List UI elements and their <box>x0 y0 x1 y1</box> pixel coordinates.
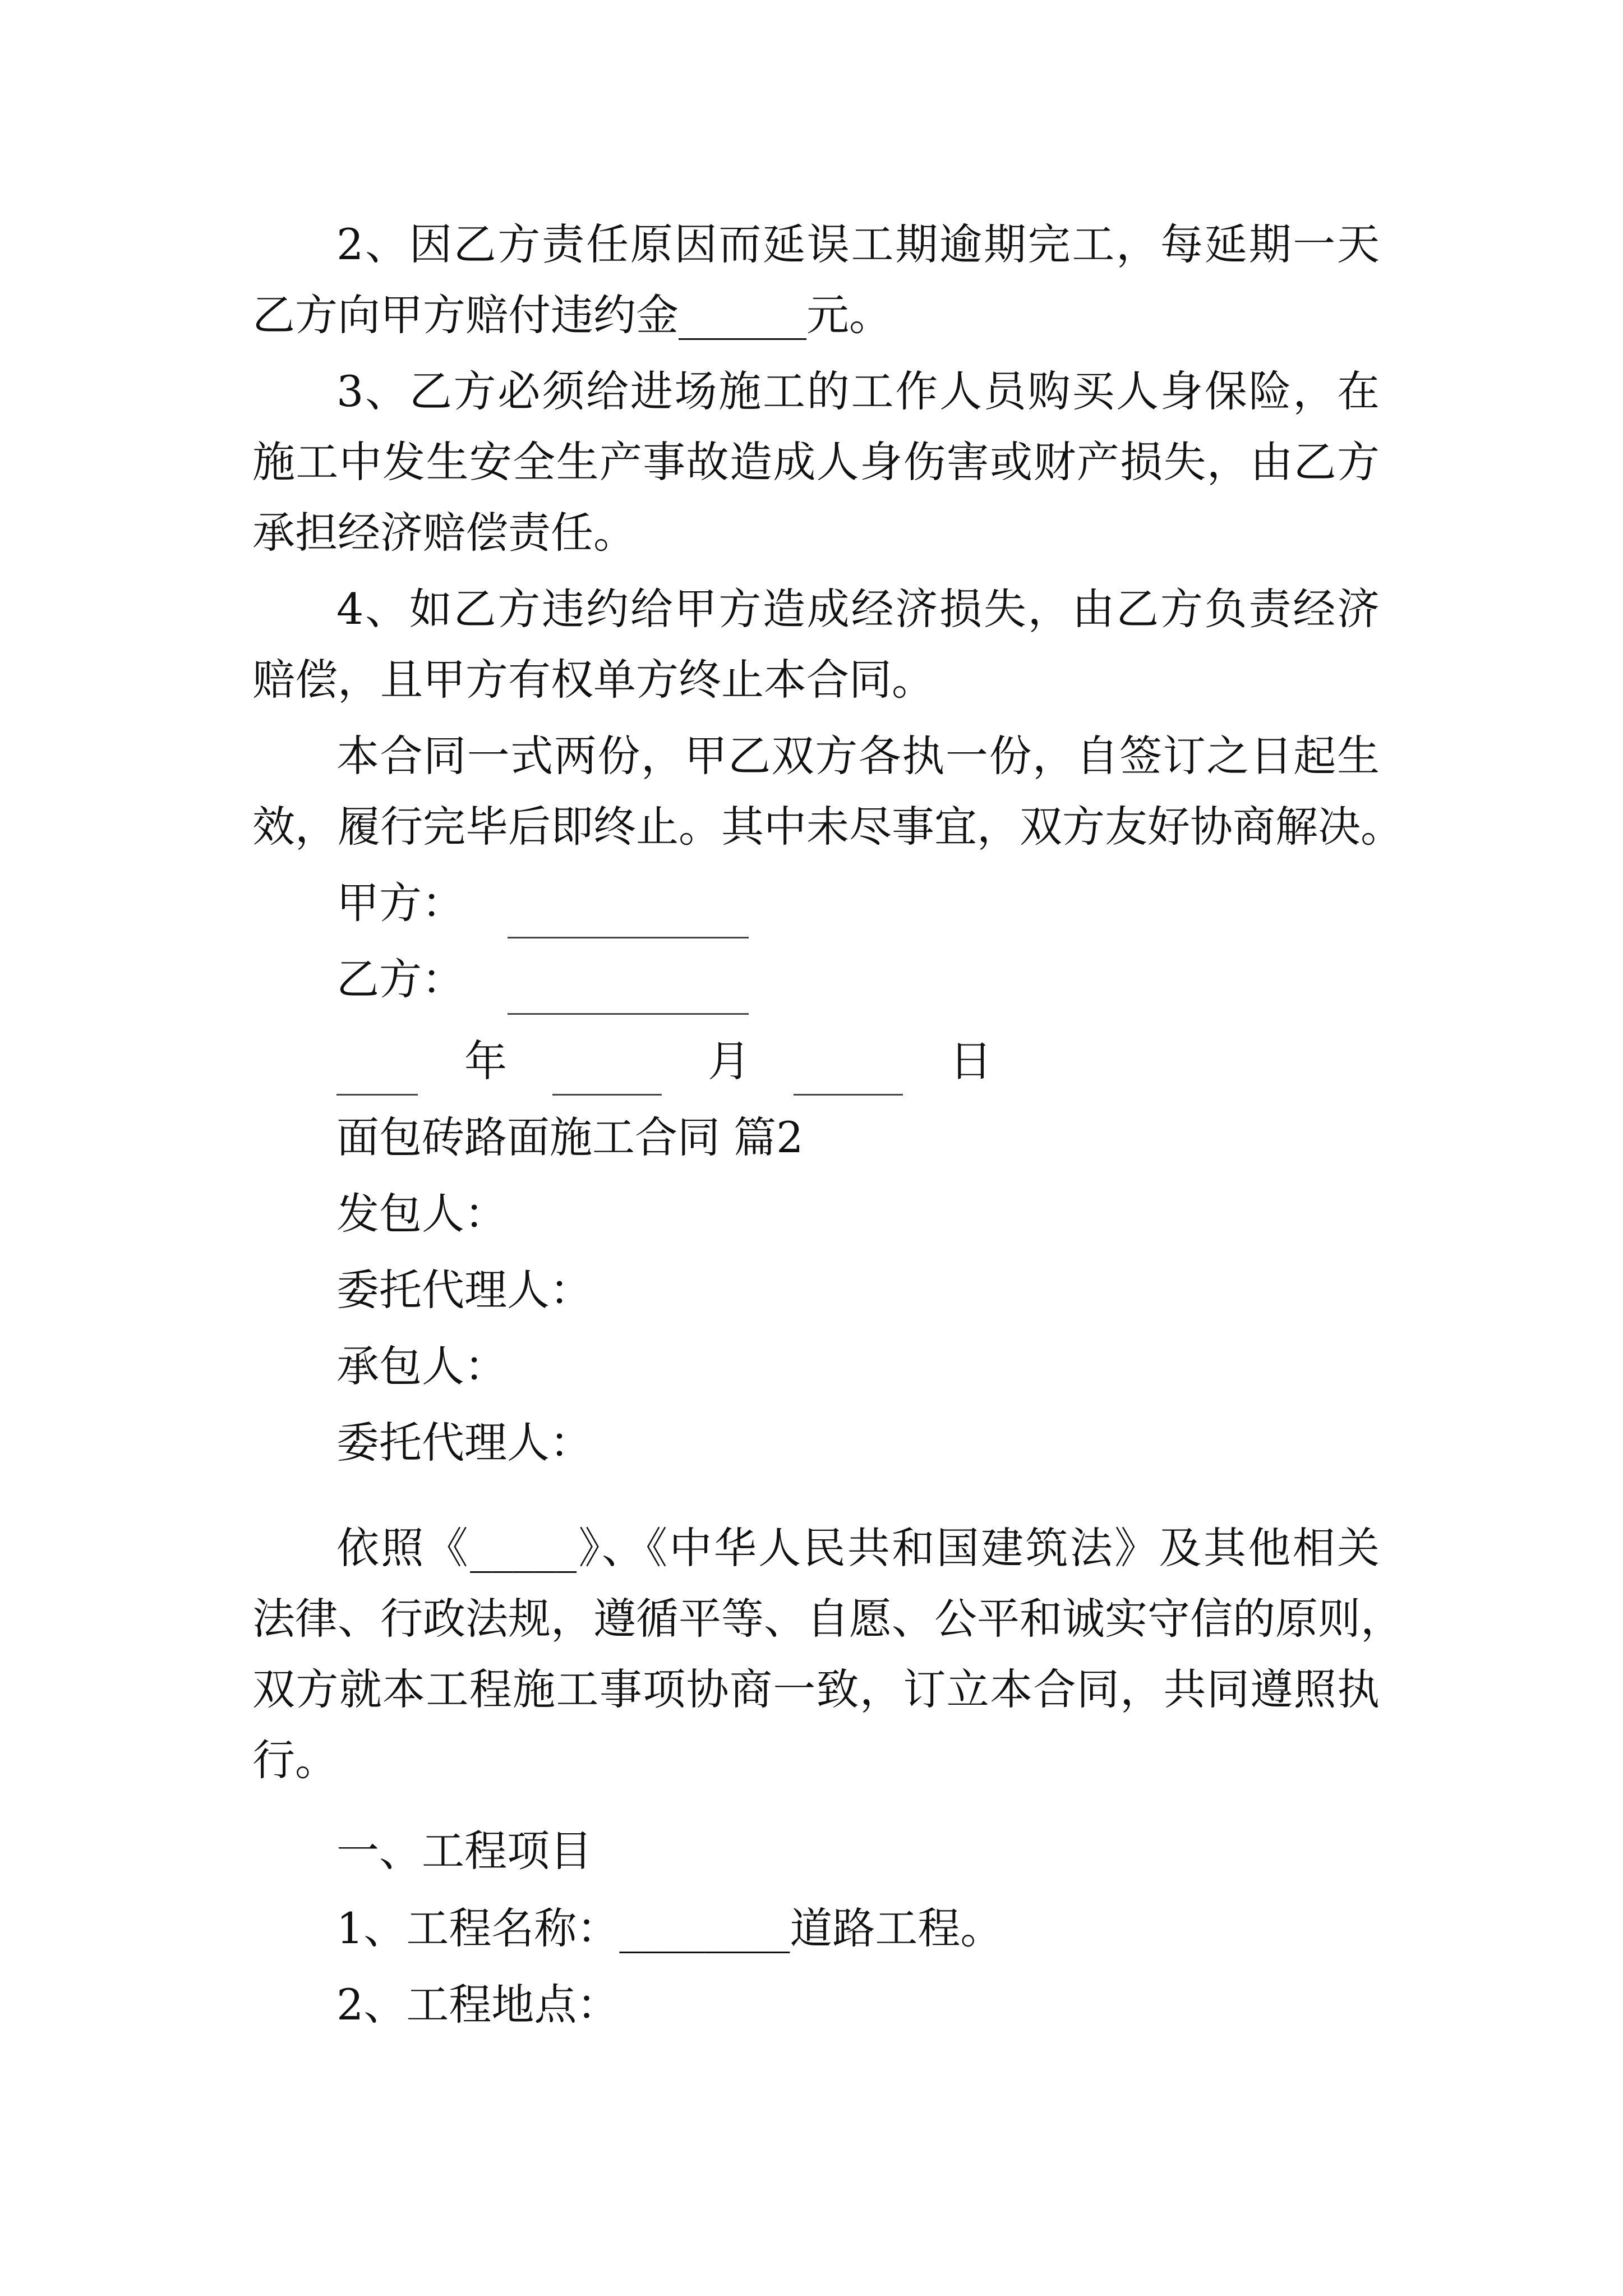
section-title: 面包砖路面施工合同 篇2 <box>336 1112 804 1162</box>
party-a-signature-line <box>508 937 749 938</box>
clause-2-line-2: 乙方向甲方赔付违约金______元。 <box>252 290 892 340</box>
date-month-blank <box>552 1094 662 1096</box>
closing-line-2: 效，履行完毕后即终止。其中未尽事宜，双方友好协商解决。 <box>252 802 1403 852</box>
date-day-label: 日 <box>949 1036 992 1086</box>
contractor-agent-label: 委托代理人： <box>336 1418 592 1467</box>
project-name-line: 1、工程名称：________道路工程。 <box>336 1903 1003 1953</box>
date-year-label: 年 <box>464 1036 507 1086</box>
project-location-line: 2、工程地点： <box>336 1980 620 2030</box>
party-b-label: 乙方： <box>336 954 464 1004</box>
clause-4-line-2: 赔偿，且甲方有权单方终止本合同。 <box>252 655 934 705</box>
date-day-blank <box>794 1094 903 1096</box>
preamble-line-3: 双方就本工程施工事项协商一致，订立本合同，共同遵照执 <box>252 1664 1380 1714</box>
project-heading: 一、工程项目 <box>336 1826 592 1876</box>
clause-3-line-1: 3、乙方必须给进场施工的工作人员购买人身保险，在 <box>336 366 1380 416</box>
clause-4-line-1: 4、如乙方违约给甲方造成经济损失，由乙方负责经济 <box>336 584 1380 634</box>
employer-agent-label: 委托代理人： <box>336 1265 592 1315</box>
clause-2-line-1: 2、因乙方责任原因而延误工期逾期完工，每延期一天 <box>336 219 1380 269</box>
contractor-label: 承包人： <box>336 1341 507 1391</box>
clause-3-line-3: 承担经济赔偿责任。 <box>252 508 636 558</box>
party-b-signature-line <box>508 1013 749 1015</box>
party-a-label: 甲方： <box>336 878 464 928</box>
employer-label: 发包人： <box>336 1189 507 1239</box>
preamble-line-4: 行。 <box>252 1735 338 1785</box>
clause-3-line-2: 施工中发生安全生产事故造成人身伤害或财产损失，由乙方 <box>252 437 1380 487</box>
date-month-label: 月 <box>708 1036 750 1086</box>
date-year-blank <box>336 1094 418 1096</box>
preamble-line-2: 法律、行政法规，遵循平等、自愿、公平和诚实守信的原则， <box>252 1594 1403 1644</box>
closing-line-1: 本合同一式两份，甲乙双方各执一份，自签订之日起生 <box>336 731 1380 781</box>
preamble-line-1: 依照《_____》、《中华人民共和国建筑法》及其他相关 <box>336 1523 1380 1573</box>
